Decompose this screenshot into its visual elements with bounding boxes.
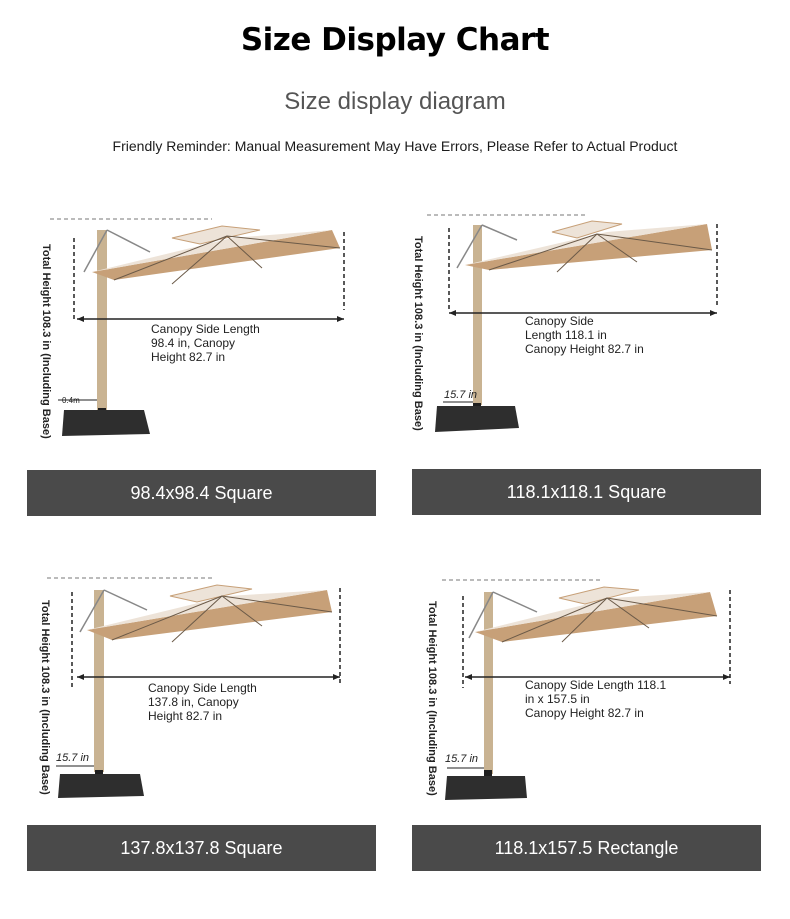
base-width-label: 15.7 in [56, 752, 90, 764]
canopy-size-label: Canopy Side Length 98.4 in, Canopy Height 82.7 in [151, 322, 260, 364]
size-caption: 118.1x157.5 Rectangle [412, 825, 761, 871]
size-panel-1 [22, 210, 402, 503]
size-caption: 98.4x98.4 Square [27, 470, 376, 516]
base-width-label: 0.4m [62, 396, 80, 405]
canopy-size-label: Canopy Side Length 137.8 in, Canopy Height 82.7 in [148, 681, 257, 723]
page-title: Size Display Chart [240, 22, 550, 58]
base-width-label: 15.7 in [445, 753, 479, 765]
size-panel-4 [407, 570, 787, 858]
size-caption: 137.8x137.8 Square [27, 825, 376, 871]
canopy-size-label: Canopy Side Length 118.1 in Canopy Height 82.7 in [525, 314, 644, 356]
page-subtitle: Size display diagram [284, 88, 506, 115]
total-height-label: Total Height 108.3 in (Including Base) [412, 236, 424, 431]
total-height-label: Total Height 108.3 in (Including Base) [39, 600, 51, 795]
size-caption: 118.1x118.1 Square [412, 469, 761, 515]
total-height-label: Total Height 108.3 in (Including Base) [426, 601, 438, 796]
measurement-reminder: Friendly Reminder: Manual Measurement May Have Errors, Please Refer to Actual Product [112, 138, 678, 154]
size-panel-3 [22, 570, 402, 858]
canopy-size-label: Canopy Side Length 118.1 in x 157.5 in Canopy Height 82.7 in [525, 678, 667, 720]
total-height-label: Total Height 108.3 in (Including Base) [40, 244, 52, 439]
base-width-label: 15.7 in [444, 389, 478, 401]
size-panel-2 [407, 210, 787, 502]
